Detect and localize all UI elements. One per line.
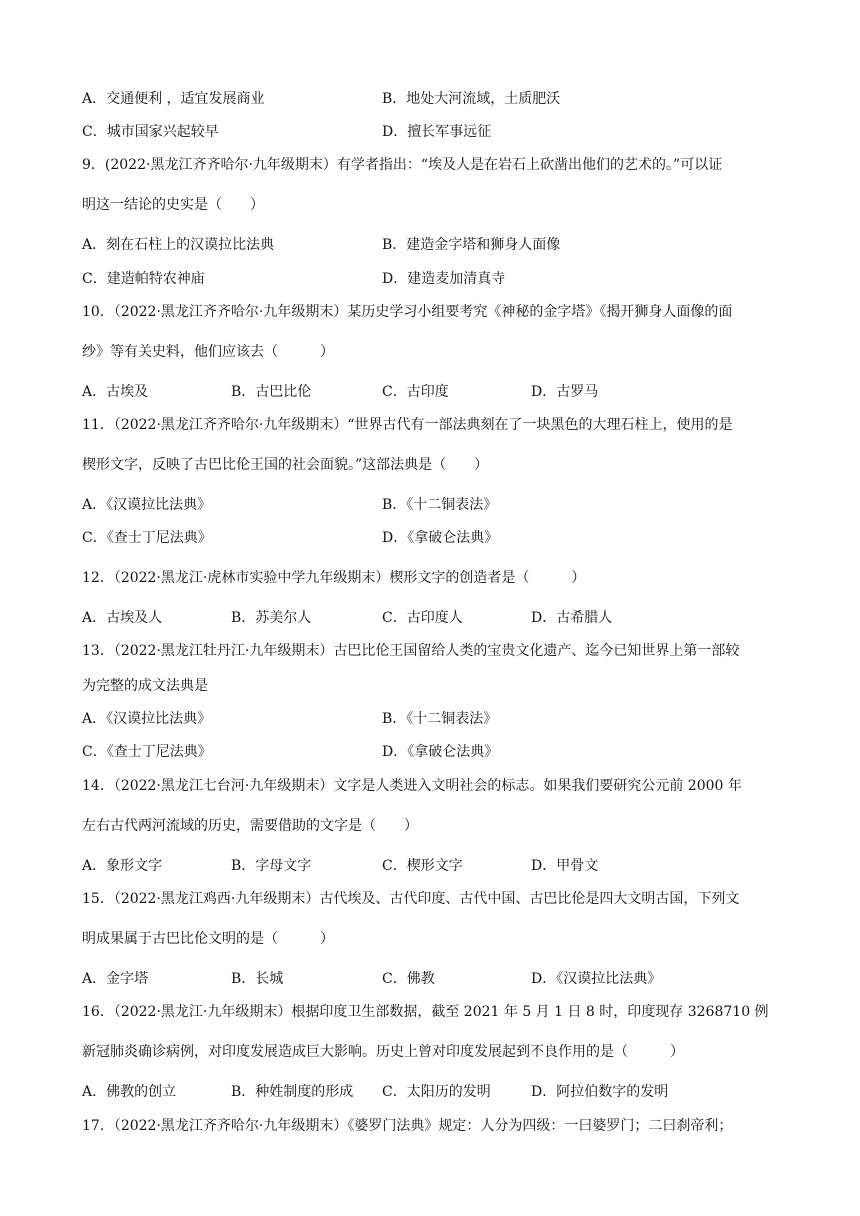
option-a: A．《汉谟拉比法典》	[82, 711, 212, 727]
option-c: C．城市国家兴起较早	[82, 124, 219, 140]
question-text: 15．（2022·黑龙江鸡西·九年级期末）古代埃及、古代印度、古代中国、古巴比伦是四大文明古国，下列文	[82, 891, 740, 907]
option-a: A．交通便利 ，适宜发展商业	[82, 91, 265, 107]
question-text: 为完整的成文法典是	[82, 678, 208, 694]
question-text: 纱》等有关史料，他们应该去（ ）	[82, 344, 334, 360]
question-text: 左右古代两河流域的历史，需要借助的文字是（ ）	[82, 818, 418, 834]
option-b: B．《十二铜表法》	[382, 711, 498, 727]
option-c: C．建造帕特农神庙	[82, 271, 205, 287]
option-a: A．古埃及	[82, 384, 149, 400]
option-b: B．种姓制度的形成	[231, 1084, 354, 1100]
option-b: B．苏美尔人	[231, 610, 312, 626]
option-a: A．佛教的创立	[82, 1084, 177, 1100]
option-d: D．古希腊人	[531, 610, 613, 626]
question-text: 楔形文字，反映了古巴比伦王国的社会面貌。”这部法典是（ ）	[82, 457, 489, 473]
question-text: 13．（2022·黑龙江牡丹江·九年级期末）古巴比伦王国留给人类的宝贵文化遗产、迄今已知世界上第一部较	[82, 643, 740, 659]
option-b: B．长城	[231, 971, 284, 987]
question-text: 17．（2022·黑龙江齐齐哈尔·九年级期末）《婆罗门法典》规定：人分为四级：一曰婆罗门；二曰刹帝利；	[82, 1118, 733, 1134]
option-c: C．《查士丁尼法典》	[82, 744, 212, 760]
option-b: B．地处大河流域，土质肥沃	[382, 91, 561, 107]
option-d: D．甲骨文	[531, 858, 599, 874]
option-c: C．楔形文字	[382, 858, 463, 874]
question-text: 10．（2022·黑龙江齐齐哈尔·九年级期末）某历史学习小组要考究《神秘的金字塔》《揭开狮身人面像的面	[82, 304, 733, 320]
option-a: A．刻在石柱上的汉谟拉比法典	[82, 237, 275, 253]
question-text: 11．（2022·黑龙江齐齐哈尔·九年级期末）“世界古代有一部法典刻在了一块黑色的大理石柱上，使用的是	[82, 417, 733, 433]
option-c: C．《查士丁尼法典》	[82, 530, 212, 546]
option-a: A．古埃及人	[82, 610, 163, 626]
question-text: 14．（2022·黑龙江七台河·九年级期末）文字是人类进入文明社会的标志。如果我们要研究公元前 2000 年	[82, 778, 742, 794]
question-text: 明成果属于古巴比伦文明的是（ ）	[82, 931, 334, 947]
option-d: D．《汉谟拉比法典》	[531, 971, 662, 987]
option-d: D．阿拉伯数字的发明	[531, 1084, 669, 1100]
option-c: C．太阳历的发明	[382, 1084, 491, 1100]
option-a: A．金字塔	[82, 971, 149, 987]
question-text: 9．(2022·黑龙江齐齐哈尔·九年级期末）有学者指出：“埃及人是在岩石上砍凿出他们的艺术的。”可以证	[82, 157, 723, 173]
question-text: 12．（2022·黑龙江·虎林市实验中学九年级期末）楔形文字的创造者是（ ）	[82, 570, 586, 586]
question-text: 新冠肺炎确诊病例，对印度发展造成巨大影响。历史上曾对印度发展起到不良作用的是（ ）	[82, 1044, 684, 1060]
option-a: A．象形文字	[82, 858, 163, 874]
option-b: B．字母文字	[231, 858, 312, 874]
question-text: 明这一结论的史实是（ ）	[82, 197, 264, 213]
option-d: D．《拿破仑法典》	[382, 530, 499, 546]
option-a: A．《汉谟拉比法典》	[82, 497, 212, 513]
option-c: C．古印度人	[382, 610, 463, 626]
option-b: B．建造金字塔和狮身人面像	[382, 237, 561, 253]
option-d: D．古罗马	[531, 384, 599, 400]
option-c: C．佛教	[382, 971, 435, 987]
option-d: D．擅长军事远征	[382, 124, 492, 140]
option-d: D．《拿破仑法典》	[382, 744, 499, 760]
option-b: B．古巴比伦	[231, 384, 312, 400]
option-c: C．古印度	[382, 384, 449, 400]
question-text: 16．（2022·黑龙江·九年级期末）根据印度卫生部数据，截至 2021 年 5 月 1 日 8 时，印度现存 3268710 例	[82, 1004, 769, 1020]
option-b: B．《十二铜表法》	[382, 497, 498, 513]
option-d: D．建造麦加清真寺	[382, 271, 506, 287]
